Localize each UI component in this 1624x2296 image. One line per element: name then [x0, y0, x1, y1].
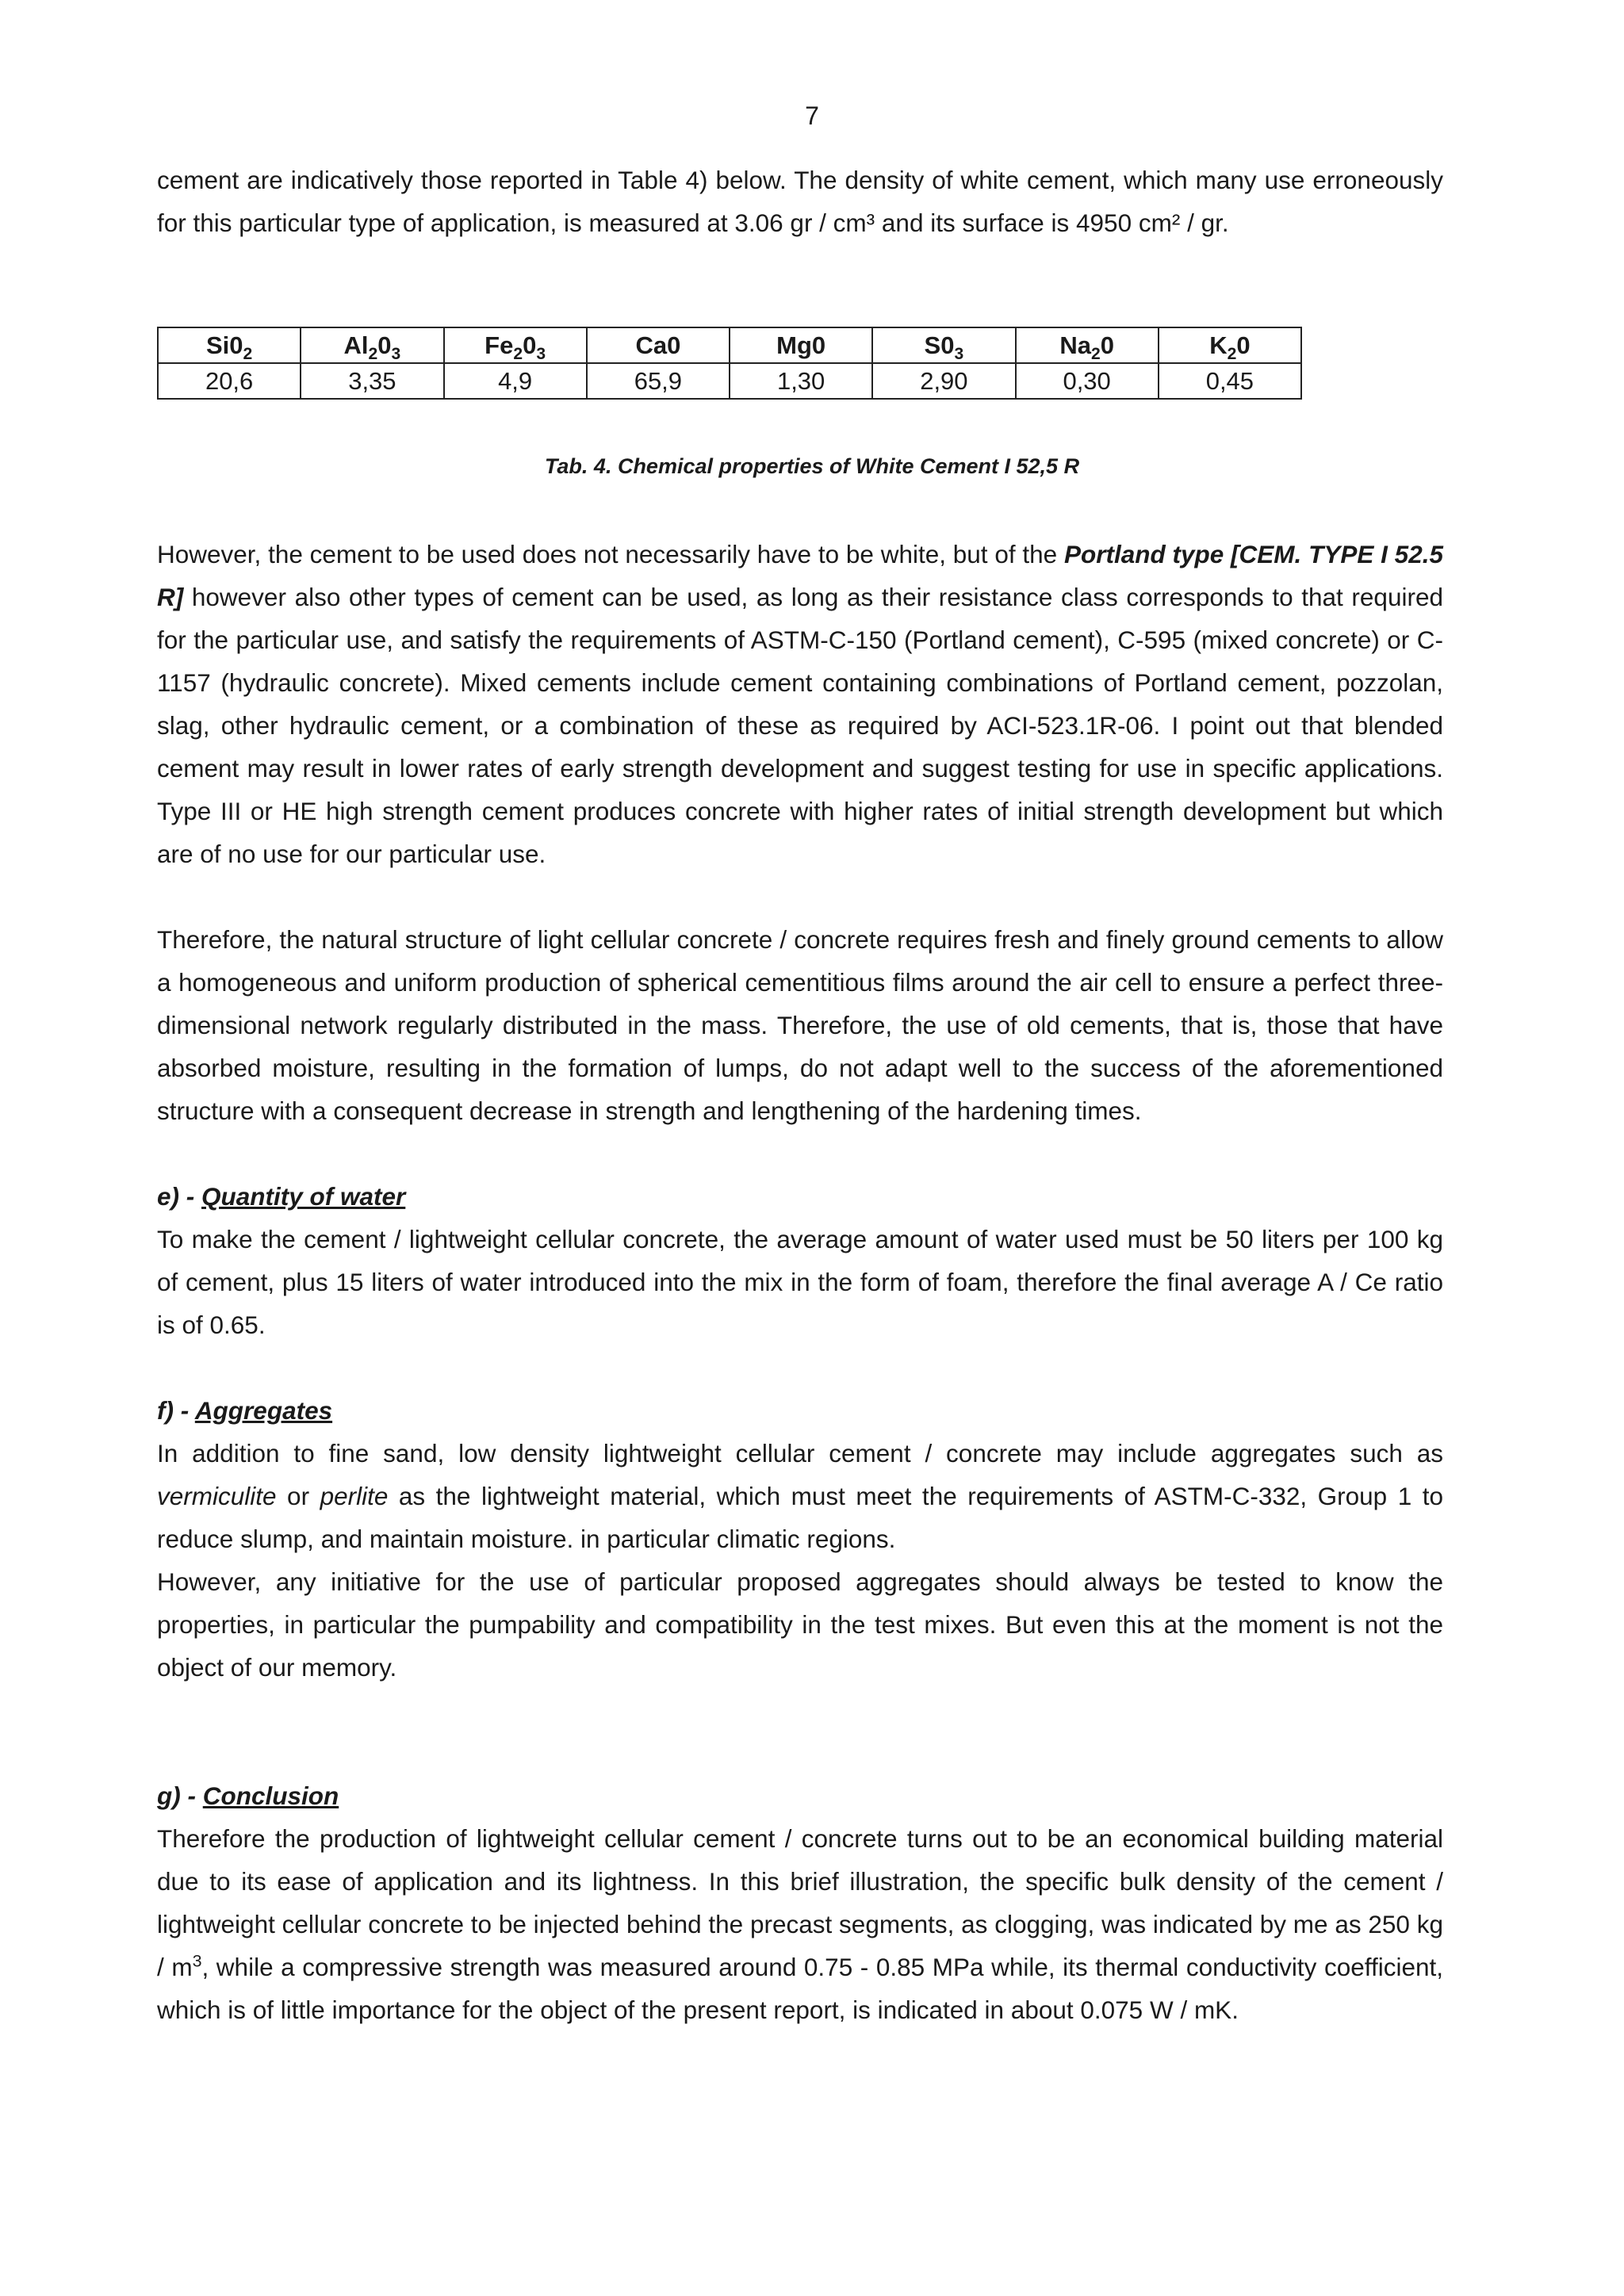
section-text: Therefore the production of lightweight cellular cement / concrete turns out to be an economical building material due to its ease of application and its lightness. In this brief illustration, the specific bulk density of the cement / lightweight cellular concrete to be injected behind the precast segments, as clogging, was indicated by me as 250 kg / $m^3$, while a compressive strength was measured around 0.75 - 0.85 MPa while, its thermal conductivity coefficient, which is of little importance for the object of the present report, is indicated in about 0.075 W / mK.	[157, 1824, 1444, 2024]
page-number: 7	[805, 101, 819, 130]
section-title: Aggregates	[194, 1396, 333, 1425]
table-cell: 2,90	[872, 363, 1015, 399]
vermiculite-term: vermiculite	[157, 1482, 277, 1510]
intro-paragraph	[157, 159, 1443, 244]
table-cell: 3,35	[301, 363, 443, 399]
portland-text-start: However, the cement to be used does not necessarily have to be white, but of the	[157, 540, 1064, 568]
section-aggregates	[157, 1389, 1443, 1689]
table-cell: 1,30	[730, 363, 872, 399]
section-heading: e) - Quantity of water	[157, 1182, 406, 1211]
structure-text: Therefore, the natural structure of light cellular concrete / concrete requires fresh and finely ground cements to allow a homogeneous and uniform production of spherical cementitious films around the air cell to ensure a perfect three-dimensional network regularly distributed in the mass. Therefore, the use of old cements, that is, those that have absorbed moisture, resulting in the formation of lumps, do not adapt well to the success of the aforementioned structure with a consequent decrease in strength and lengthening of the hardening times.	[157, 925, 1443, 1125]
perlite-term: perlite	[320, 1482, 389, 1510]
section-text: To make the cement / lightweight cellular concrete, the average amount of water used must be 50 liters per 100 kg of cement, plus 15 liters of water introduced into the mix in the form of foam, therefore the final average A / Ce ratio is of 0.65.	[157, 1225, 1443, 1339]
table-header-cell: $Si0_2$	[158, 327, 301, 363]
section-heading: f) - Aggregates	[157, 1396, 333, 1425]
table-header-cell: $S0_3$	[872, 327, 1015, 363]
portland-paragraph	[157, 533, 1443, 875]
structure-paragraph	[157, 918, 1443, 1132]
section-title: Conclusion	[202, 1781, 339, 1810]
table-cell: 20,6	[158, 363, 301, 399]
table-header-cell: $Fe_20_3$	[444, 327, 587, 363]
table-cell: 0,45	[1159, 363, 1301, 399]
table-header-cell: $Na_20$	[1016, 327, 1159, 363]
portland-text-end: however also other types of cement can be used, as long as their resistance class corresponds to that required for the particular use, and satisfy the requirements of ASTM-C-150 (Portland cement), C-595 (mixed concrete) or C-1157 (hydraulic concrete). Mixed cements include cement containing combinations of Portland cement, pozzolan, slag, other hydraulic cement, or a combination of these as required by ACI-523.1R-06. I point out that blended cement may result in lower rates of early strength development and suggest testing for use in specific applications. Type III or HE high strength cement produces concrete with higher rates of initial strength development but which are of no use for our particular use.	[157, 583, 1443, 868]
portland-emphasis: Portland type [CEM. TYPE I 52.5 R]	[157, 540, 1443, 611]
section-title: Quantity of water	[201, 1182, 406, 1211]
section-conclusion	[157, 1774, 1443, 2031]
section-quantity-of-water	[157, 1175, 1443, 1346]
section-text: In addition to fine sand, low density lightweight cellular cement / concrete may include aggregates such as vermiculite or perlite as the lightweight material, which must meet the requirements of ASTM-C-332, Group 1 to reduce slump, and maintain moisture. in particular climatic regions.	[157, 1439, 1444, 1553]
table-cell: 4,9	[444, 363, 587, 399]
chemical-properties-table	[157, 327, 1302, 400]
section-heading: g) - Conclusion	[157, 1781, 339, 1810]
table-row	[158, 363, 1301, 399]
table-cell: 65,9	[587, 363, 730, 399]
table-header-cell: $Al_20_3$	[301, 327, 443, 363]
intro-text: cement are indicatively those reported in Table 4) below. The density of white cement, which many use erroneously for this particular type of application, is measured at 3.06 gr / cm³ and its surface is 4950 cm² / gr.	[157, 166, 1443, 237]
table-cell: 0,30	[1016, 363, 1159, 399]
table-header-row	[158, 327, 1301, 363]
section-text: However, any initiative for the use of particular proposed aggregates should always be tested to know the properties, in particular the pumpability and compatibility in the test mixes. But even this at the moment is not the object of our memory.	[157, 1567, 1443, 1682]
table-header-cell: $K_20$	[1159, 327, 1301, 363]
table-header-cell: Ca0	[587, 327, 730, 363]
table-header-cell: Mg0	[730, 327, 872, 363]
table-caption: Tab. 4. Chemical properties of White Cement I 52,5 R	[544, 454, 1080, 478]
